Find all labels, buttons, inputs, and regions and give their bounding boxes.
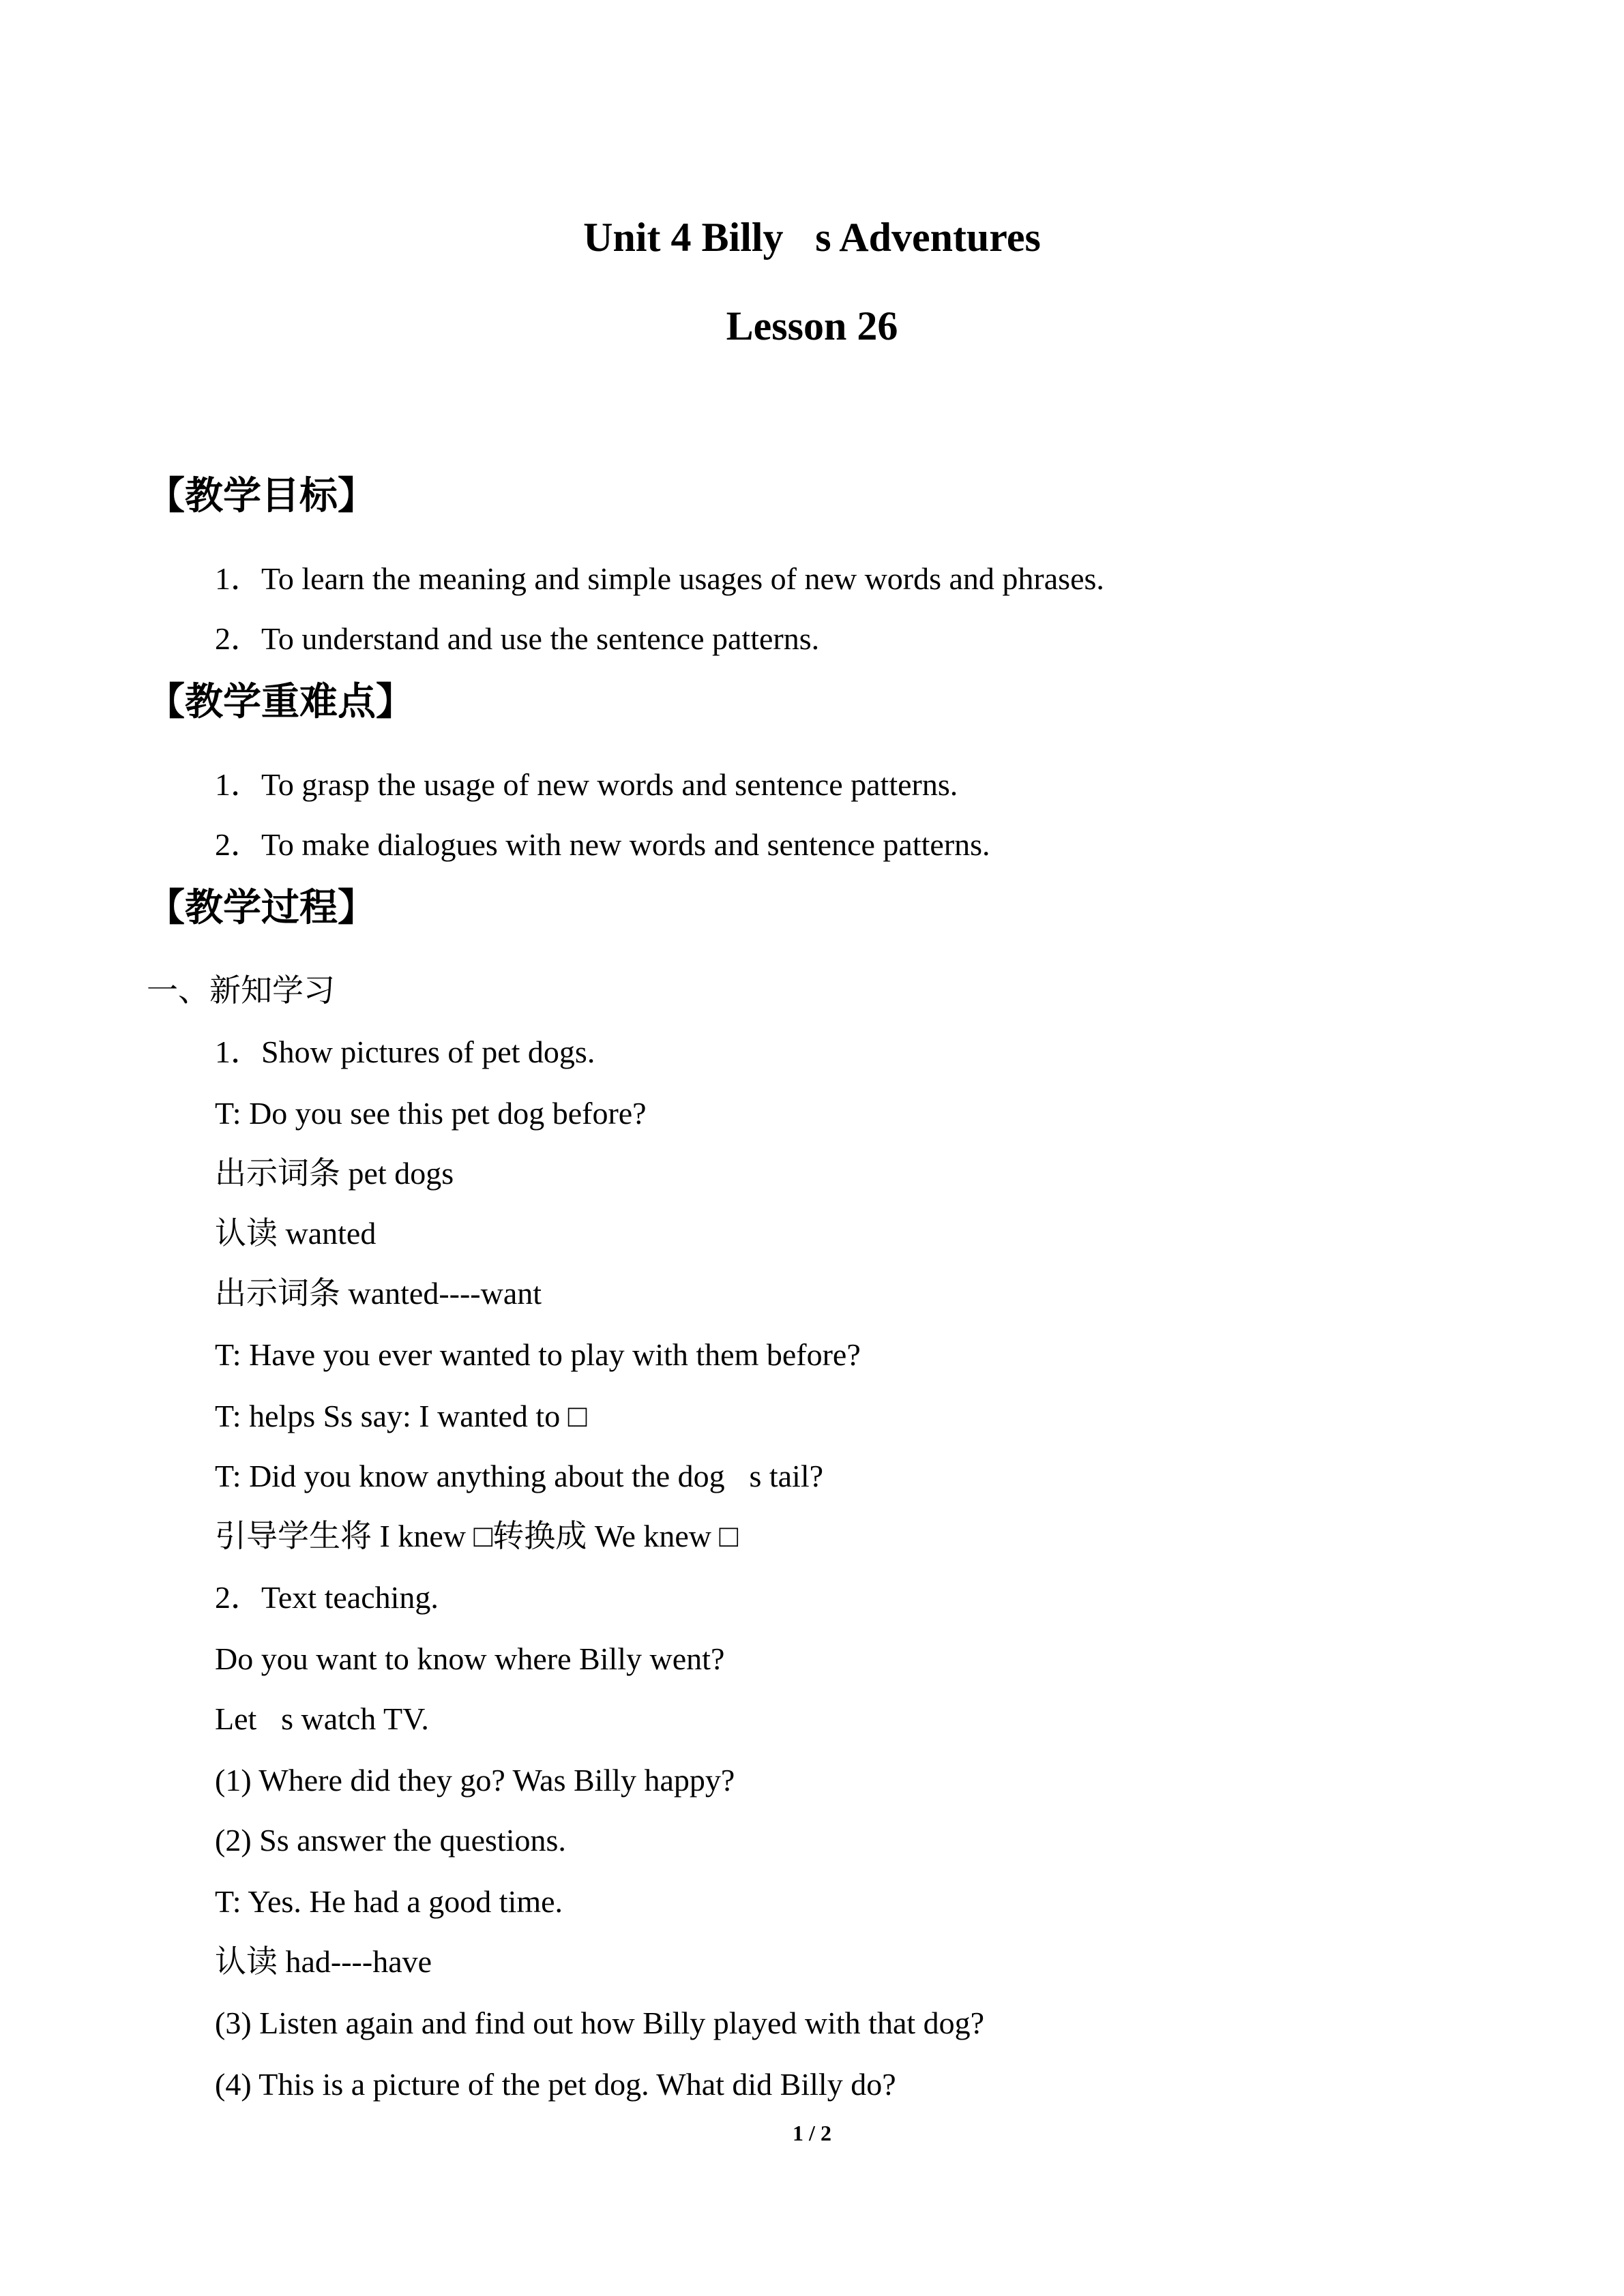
process-line: (3) Listen again and find out how Billy played with that dog? <box>215 2006 985 2040</box>
item-number: 1． <box>215 767 262 802</box>
keypoint-item-1 <box>215 769 958 801</box>
process-line: 认读 wanted <box>215 1216 377 1251</box>
process-line: (2) Ss answer the questions. <box>215 1823 566 1858</box>
process-line: (4) This is a picture of the pet dog. What did Billy do? <box>215 2067 896 2102</box>
process-line: T: Do you see this pet dog before? <box>215 1096 647 1131</box>
process-line: 认读 had----have <box>215 1944 432 1979</box>
item-text: To grasp the usage of new words and sentence patterns. <box>261 767 958 802</box>
process-line: T: Have you ever wanted to play with them before? <box>215 1337 861 1372</box>
item-number: 2． <box>215 827 262 862</box>
process-line: 出示词条 wanted----want <box>215 1276 542 1311</box>
process-line: 出示词条 pet dogs <box>215 1156 454 1191</box>
item-text: Show pictures of pet dogs. <box>261 1034 595 1069</box>
document-subtitle: Lesson 26 <box>726 303 898 348</box>
process-line <box>215 1034 595 1069</box>
item-number: 2． <box>215 1580 262 1615</box>
process-line: (1) Where did they go? Was Billy happy? <box>215 1763 735 1798</box>
item-text: To make dialogues with new words and sentence patterns. <box>261 827 990 862</box>
document-title: Unit 4 Billy s Adventures <box>583 215 1041 260</box>
process-line: T: Yes. He had a good time. <box>215 1884 563 1919</box>
item-text: To understand and use the sentence patterns. <box>261 621 820 656</box>
goal-item-2 <box>215 623 819 655</box>
item-number: 1． <box>215 1034 262 1069</box>
process-line: T: Did you know anything about the dog s tail? <box>215 1459 824 1493</box>
item-number: 2． <box>215 621 262 656</box>
goal-item-1 <box>215 563 1104 595</box>
item-text: Text teaching. <box>261 1580 439 1615</box>
page-number: 1 / 2 <box>793 2121 831 2145</box>
process-line: 引导学生将 I knew □转换成 We knew □ <box>215 1519 739 1553</box>
process-line: Do you want to know where Billy went? <box>215 1641 725 1676</box>
process-line: Let s watch TV. <box>215 1701 429 1736</box>
keypoint-item-2 <box>215 829 990 861</box>
process-part-label: 一、新知学习 <box>147 973 335 1008</box>
section-heading-process: 【教学过程】 <box>147 886 376 930</box>
item-text: To learn the meaning and simple usages of new words and phrases. <box>261 561 1104 596</box>
process-line: T: helps Ss say: I wanted to □ <box>215 1399 587 1433</box>
item-number: 1． <box>215 561 262 596</box>
section-heading-goals: 【教学目标】 <box>147 474 376 518</box>
process-line <box>215 1582 439 1613</box>
section-heading-keypoints: 【教学重难点】 <box>147 680 414 724</box>
